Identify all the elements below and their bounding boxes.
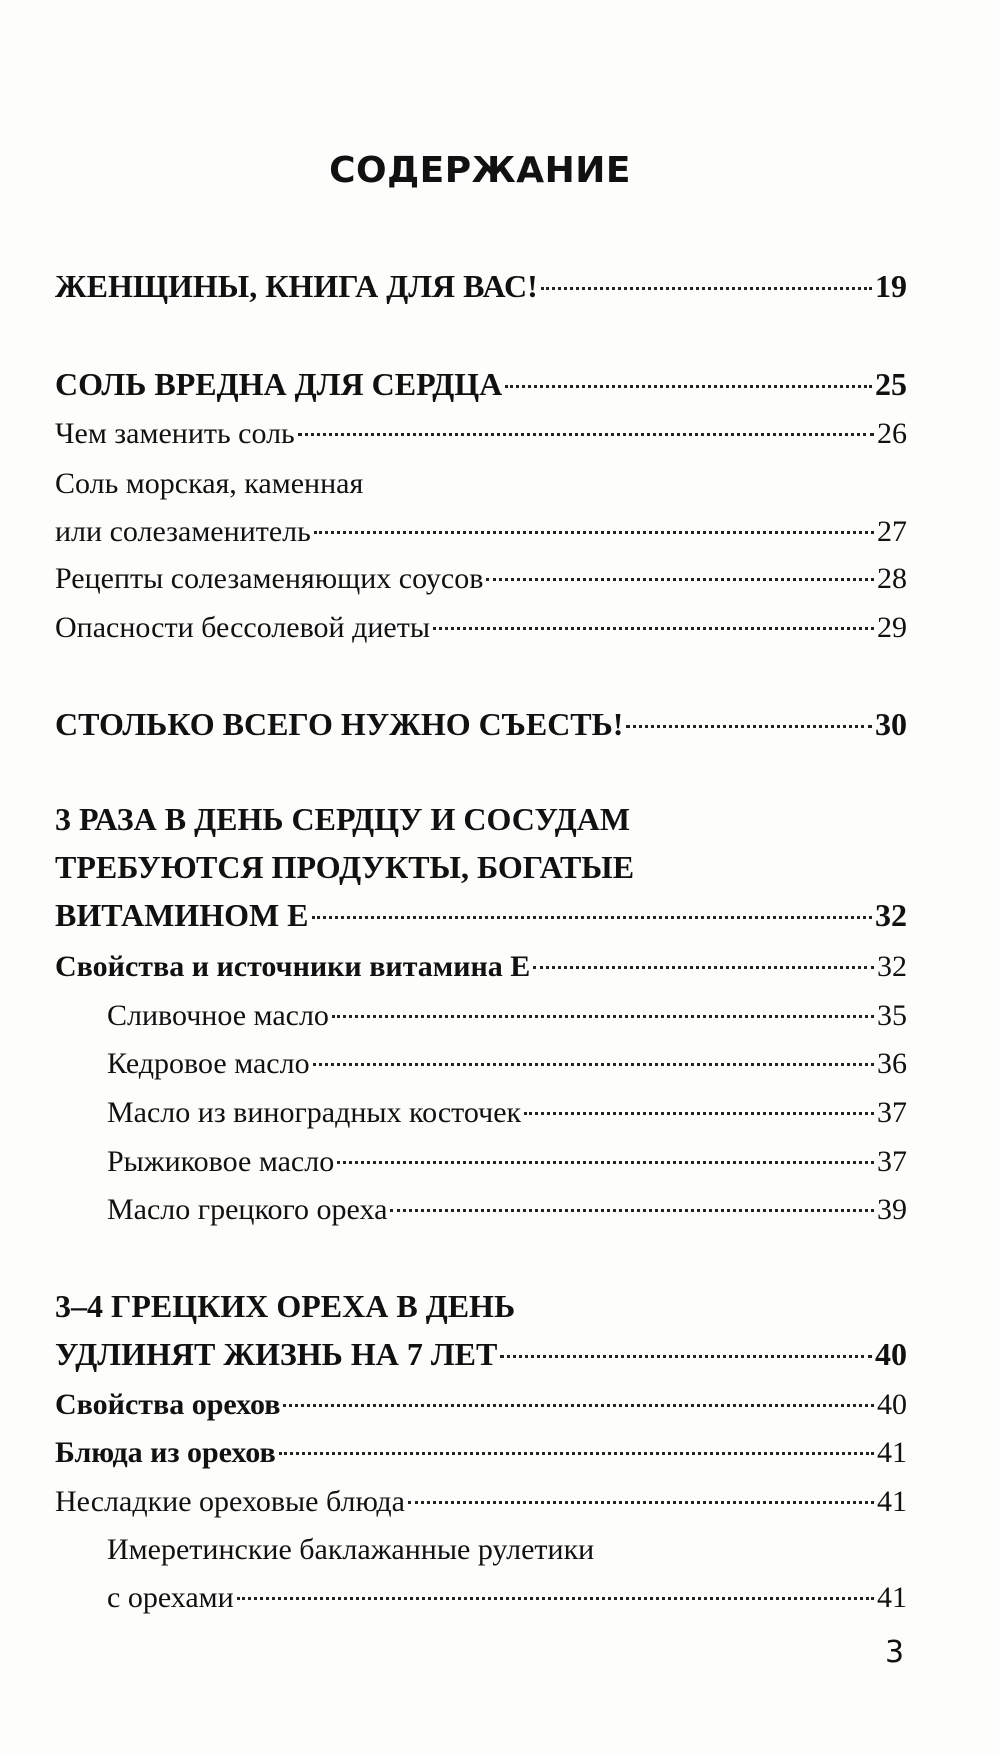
toc-entry bbox=[107, 1089, 907, 1137]
dotted-leader bbox=[279, 1452, 874, 1455]
toc-entry-page: 19 bbox=[875, 268, 907, 304]
dotted-leader bbox=[486, 578, 874, 581]
toc-entry-page: 39 bbox=[877, 1193, 907, 1226]
toc-entry-line bbox=[55, 1478, 907, 1526]
toc-entry bbox=[107, 1526, 907, 1622]
toc-entry-title: Свойства и источники витамина Е bbox=[55, 950, 531, 983]
dotted-leader bbox=[237, 1597, 874, 1600]
toc-entry-title: Сливочное масло bbox=[107, 999, 329, 1032]
toc-entry-line bbox=[55, 1282, 907, 1330]
toc-entry-page: 26 bbox=[877, 417, 907, 450]
dotted-leader bbox=[408, 1501, 874, 1504]
toc-entry-page: 25 bbox=[875, 366, 907, 402]
toc-entry-line bbox=[55, 508, 907, 556]
toc-entry-line bbox=[55, 1381, 907, 1429]
toc-entry-title: Соль морская, каменная bbox=[55, 467, 364, 500]
toc-entry bbox=[55, 1429, 907, 1477]
toc-entry bbox=[55, 360, 907, 408]
toc-entry bbox=[55, 700, 907, 748]
toc-entry-page: 29 bbox=[877, 611, 907, 644]
toc-entry bbox=[55, 1381, 907, 1429]
toc-entry-page: 40 bbox=[875, 1336, 907, 1372]
toc-entry bbox=[55, 1282, 907, 1378]
toc-entry-line bbox=[55, 700, 907, 748]
toc-entry-line bbox=[107, 1526, 907, 1574]
toc-entry bbox=[55, 262, 907, 310]
toc-entry-title: Несладкие ореховые блюда bbox=[55, 1485, 405, 1518]
toc-entry-title: Рыжиковое масло bbox=[107, 1145, 335, 1178]
toc-entry-title: СТОЛЬКО ВСЕГО НУЖНО СЪЕСТЬ! bbox=[55, 706, 624, 742]
dotted-leader bbox=[524, 1112, 874, 1115]
toc-entry-title: ТРЕБУЮТСЯ ПРОДУКТЫ, БОГАТЫЕ bbox=[55, 849, 635, 885]
toc-entry-line bbox=[107, 1089, 907, 1137]
toc-entry-title: СОЛЬ ВРЕДНА ДЛЯ СЕРДЦА bbox=[55, 366, 503, 402]
dotted-leader bbox=[312, 916, 872, 919]
toc-entry-line bbox=[55, 943, 907, 991]
toc-entry bbox=[107, 1186, 907, 1234]
dotted-leader bbox=[337, 1161, 874, 1164]
toc-entry-title: 3–4 ГРЕЦКИХ ОРЕХА В ДЕНЬ bbox=[55, 1288, 516, 1324]
toc-entry-title: ЖЕНЩИНЫ, КНИГА ДЛЯ ВАС! bbox=[55, 268, 538, 304]
toc-entry-line bbox=[107, 1040, 907, 1088]
dotted-leader bbox=[314, 531, 874, 534]
toc-entry-title: Кедровое масло bbox=[107, 1047, 310, 1080]
toc-entry-line bbox=[55, 891, 907, 939]
dotted-leader bbox=[626, 725, 872, 728]
toc-entry-page: 30 bbox=[875, 706, 907, 742]
dotted-leader bbox=[332, 1015, 874, 1018]
toc-entry-line bbox=[55, 262, 907, 310]
dotted-leader bbox=[505, 385, 872, 388]
toc-entry bbox=[55, 1478, 907, 1526]
toc-entry-page: 40 bbox=[877, 1388, 907, 1421]
toc-entry-page: 35 bbox=[877, 999, 907, 1032]
toc-entry-line bbox=[107, 1138, 907, 1186]
toc-entry-line bbox=[107, 1574, 907, 1622]
toc-entry-title: УДЛИНЯТ ЖИЗНЬ НА 7 ЛЕТ bbox=[55, 1336, 498, 1372]
page-title: СОДЕРЖАНИЕ bbox=[329, 150, 631, 191]
toc-entry-page: 37 bbox=[877, 1096, 907, 1129]
toc-entry-page: 28 bbox=[877, 562, 907, 595]
toc-entry-line bbox=[55, 460, 907, 508]
toc-entry-line bbox=[55, 843, 907, 891]
toc-entry-page: 32 bbox=[877, 950, 907, 983]
dotted-leader bbox=[433, 627, 874, 630]
toc-entry-title: 3 РАЗА В ДЕНЬ СЕРДЦУ И СОСУДАМ bbox=[55, 801, 631, 837]
toc-entry-line bbox=[55, 555, 907, 603]
toc-entry-line bbox=[55, 360, 907, 408]
dotted-leader bbox=[298, 433, 874, 436]
toc-entry bbox=[55, 410, 907, 458]
toc-entry bbox=[55, 460, 907, 556]
toc-entry-title: или солезаменитель bbox=[55, 515, 311, 548]
toc-entry-page: 36 bbox=[877, 1047, 907, 1080]
toc-entry-title: Масло из виноградных косточек bbox=[107, 1096, 522, 1129]
toc-entry-line bbox=[55, 410, 907, 458]
dotted-leader bbox=[533, 966, 874, 969]
dotted-leader bbox=[283, 1404, 874, 1407]
toc-entry bbox=[55, 604, 907, 652]
toc-entry-title: Чем заменить соль bbox=[55, 417, 295, 450]
dotted-leader bbox=[390, 1209, 874, 1212]
toc-entry-title: с орехами bbox=[107, 1581, 234, 1614]
toc-entry-page: 27 bbox=[877, 515, 907, 548]
toc-entry-page: 37 bbox=[877, 1145, 907, 1178]
toc-entry-line bbox=[107, 992, 907, 1040]
toc-entry-line bbox=[55, 1429, 907, 1477]
toc-entry bbox=[107, 1040, 907, 1088]
toc-entry-line bbox=[55, 1330, 907, 1378]
dotted-leader bbox=[313, 1063, 874, 1066]
toc-entry-line bbox=[55, 795, 907, 843]
toc-entry-title: Опасности бессолевой диеты bbox=[55, 611, 430, 644]
toc-entry-page: 41 bbox=[877, 1485, 907, 1518]
dotted-leader bbox=[541, 287, 872, 290]
toc-entry-title: Свойства орехов bbox=[55, 1388, 281, 1421]
toc-entry-title: Масло грецкого ореха bbox=[107, 1193, 388, 1226]
toc-entry bbox=[107, 1138, 907, 1186]
page-number: 3 bbox=[885, 1635, 905, 1670]
dotted-leader bbox=[500, 1355, 872, 1358]
toc-entry-title: Рецепты солезаменяющих соусов bbox=[55, 562, 484, 595]
toc-entry bbox=[107, 992, 907, 1040]
toc-entry-title: ВИТАМИНОМ Е bbox=[55, 897, 309, 933]
toc-entry bbox=[55, 555, 907, 603]
toc-entry-line bbox=[107, 1186, 907, 1234]
toc-entry bbox=[55, 795, 907, 939]
toc-entry-title: Блюда из орехов bbox=[55, 1436, 276, 1469]
toc-entry bbox=[55, 943, 907, 991]
toc-entry-page: 41 bbox=[877, 1436, 907, 1469]
toc-entry-title: Имеретинские баклажанные рулетики bbox=[107, 1533, 595, 1566]
toc-entry-line bbox=[55, 604, 907, 652]
toc-entry-page: 32 bbox=[875, 897, 907, 933]
toc-entry-page: 41 bbox=[877, 1581, 907, 1614]
